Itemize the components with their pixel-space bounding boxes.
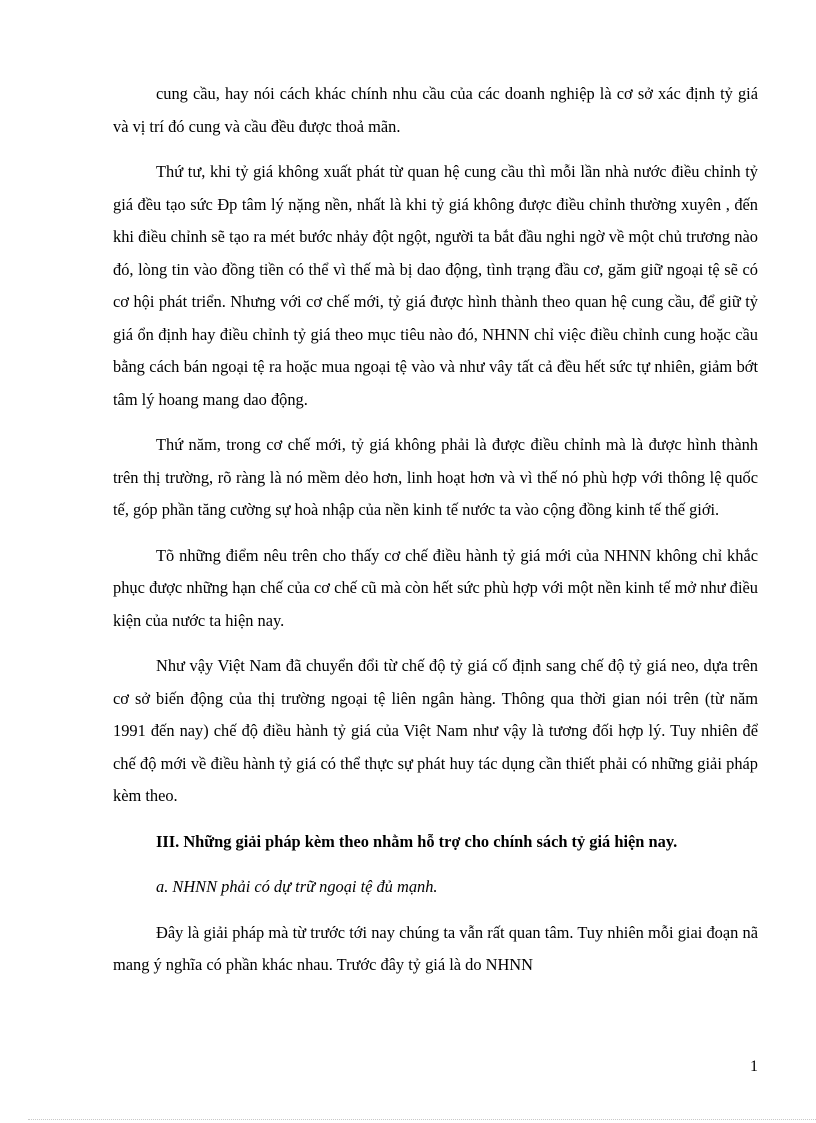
paragraph-closing: Đây là giải pháp mà từ trước tới nay chúng ta vẫn rất quan tâm. Tuy nhiên mỗi giai đoạn nã mang ý nghĩa có phần khác nhau. Trước đây tỷ giá là do NHNN — [113, 922, 758, 974]
paragraph-fifth-point: Thứ năm, trong cơ chế mới, tỷ giá không phải là được điều chỉnh mà là được hình thành trên thị trường, rõ ràng là nó mềm dẻo hơn, linh hoạt hơn và vì thế nó phù hợp với thông lệ quốc tế, góp phần tăng cường sự hoà nhập của nền kinh tế nước ta vào cộng đồng kinh tế thế giới. — [113, 435, 758, 519]
footer-divider — [28, 1119, 816, 1120]
paragraph-conclusion: Như vậy Việt Nam đã chuyển đổi từ chế độ tỷ giá cố định sang chế độ tỷ giá neo, dựa trên cơ sở biến động của thị trường ngoại tệ liên ngân hàng. Thông qua thời gian nói trên (từ năm 1991 đến nay) chế độ điều hành tỷ giá của Việt Nam như vậy là tương đối hợp lý. Tuy nhiên để chế độ mới về điều hành tỷ giá có thể thực sự phát huy tác dụng cần thiết phải có những giải pháp kèm theo. — [113, 656, 758, 805]
subsection-heading: a. NHNN phải có dự trữ ngoại tệ đủ mạnh. — [156, 877, 438, 896]
body-text — [113, 78, 758, 995]
paragraph-summary: Tõ những điểm nêu trên cho thấy cơ chế điều hành tỷ giá mới của NHNN không chỉ khắc phục được những hạn chế của cơ chế cũ mà còn hết sức phù hợp với một nền kinh tế mở như điều kiện của nước ta hiện nay. — [113, 545, 758, 630]
section-heading: III. Những giải pháp kèm theo nhằm hỗ trợ cho chính sách tỷ giá hiện nay. — [156, 831, 678, 851]
page-number: 1 — [750, 1058, 758, 1075]
paragraph-continuation: cung cầu, hay nói cách khác chính nhu cầu của các doanh nghiệp là cơ sở xác định tỷ giá và vị trí đó cung và cầu đều được thoả mãn. — [113, 84, 758, 136]
paragraph-fourth-point: Thứ tư, khi tỷ giá không xuất phát từ quan hệ cung cầu thì mỗi lần nhà nước điều chỉnh tỷ giá đều tạo sức Ðp tâm lý nặng nền, nhất là khi tỷ giá không được điều chỉnh thường xuyên , đến khi điều chỉnh sẽ tạo ra mét bước nhảy đột ngột, người ta bắt đầu nghi ngờ về một chủ trương nào đó, lòng tin vào đồng tiền có thể vì thế mà bị dao động, tình trạng đầu cơ, găm giữ ngoại tệ sẽ có cơ hội phát triển. Nhưng với cơ chế mới, tỷ giá được hình thành theo quan hệ cung cầu, để giữ tỷ giá ổn định hay điều chỉnh tỷ giá theo mục tiêu nào đó, NHNN chỉ việc điều chỉnh cung hoặc cầu bằng cách bán ngoại tệ ra hoặc mua ngoại tệ vào và như vây tất cả đều hết sức tự nhiên, giảm bớt tâm lý hoang mang dao động. — [113, 162, 758, 409]
